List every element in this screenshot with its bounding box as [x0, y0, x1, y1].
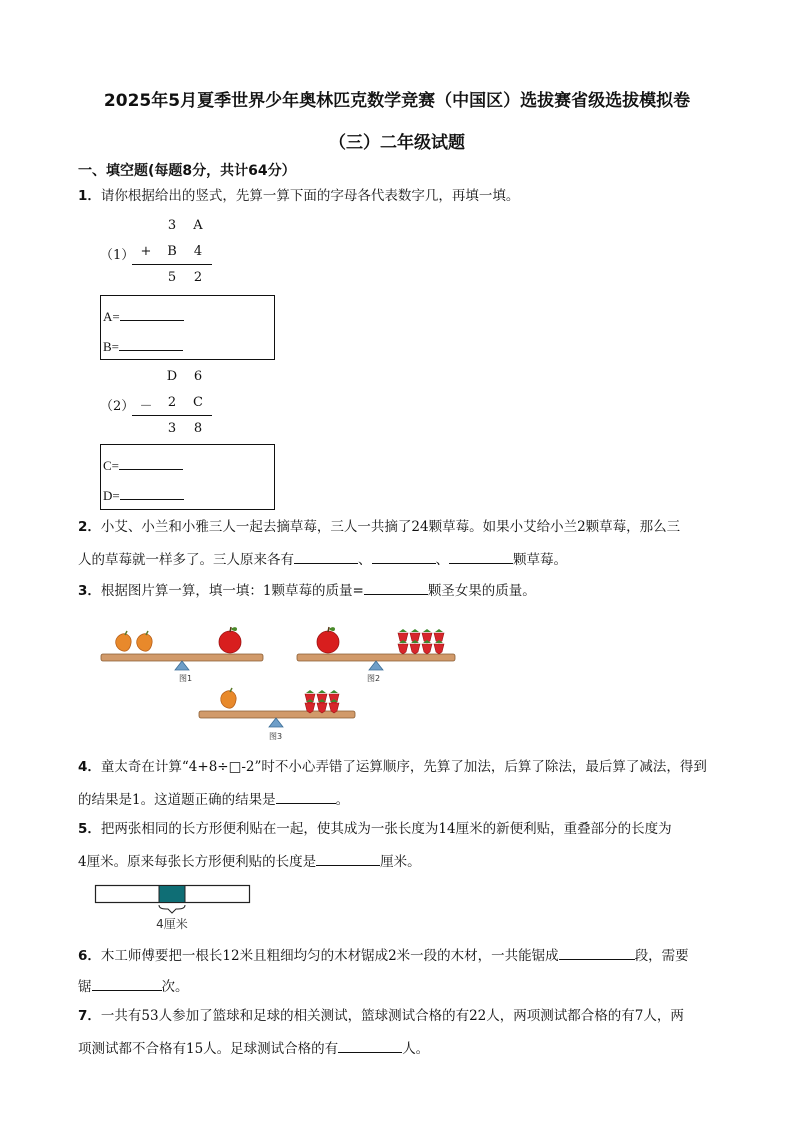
- figure-1: [101, 627, 263, 683]
- answer-blank[interactable]: [92, 976, 162, 991]
- divider-line: [132, 264, 212, 265]
- figure-label: 图2: [367, 674, 381, 683]
- question-2: [78, 518, 680, 536]
- vertical-addition: [100, 215, 230, 295]
- question-6: 6．木工师傅要把一根长12米且粗细均匀的木材锯成2米一段的木材，一共能锯成 段，需要: [78, 945, 689, 965]
- question-3: 3．根据图片算一算，填一填：1颗草莓的质量= 颗圣女果的质量。: [78, 580, 536, 600]
- divider-line: [132, 415, 212, 416]
- question-6-line-2: 锯 次。: [78, 976, 189, 996]
- digit: 3: [167, 218, 177, 233]
- question-number: 3．: [78, 583, 101, 599]
- question-text: 请你根据给出的竖式，先算一算下面的字母各代表数字几，再填一填。: [100, 188, 520, 204]
- digit: 4: [193, 244, 203, 259]
- digit: 2: [193, 270, 203, 285]
- section-heading: 一、填空题(每题8分，共计64分）: [78, 163, 296, 179]
- question-number: 1．: [78, 188, 101, 204]
- answer-blank[interactable]: [316, 851, 380, 866]
- answer-blank[interactable]: [294, 549, 358, 564]
- page-subtitle: （三）二年级试题: [329, 133, 465, 153]
- answer-blank[interactable]: [449, 549, 513, 564]
- digit: D: [166, 369, 178, 384]
- digit: C: [193, 395, 203, 410]
- question-5-line-2: 4厘米。原来每张长方形便利贴的长度是 厘米。: [78, 851, 421, 871]
- answer-blank[interactable]: [120, 485, 184, 500]
- answer-blank[interactable]: [119, 455, 183, 470]
- answer-line: A=: [103, 306, 184, 325]
- answer-blank[interactable]: [559, 945, 635, 960]
- digit: 3: [167, 421, 177, 436]
- answer-box: [100, 295, 275, 360]
- question-5: 5．把两张相同的长方形便利贴在一起，使其成为一张长度为14厘米的新便利贴，重叠部分的长度为: [78, 821, 672, 837]
- figure-3: [199, 688, 355, 741]
- question-number: 4．: [78, 759, 101, 775]
- sticky-note-figure: [94, 884, 252, 934]
- digit: B: [167, 244, 177, 259]
- part-label: （1）: [100, 248, 135, 263]
- vertical-subtraction: [100, 366, 230, 446]
- question-7: 7．一共有53人参加了篮球和足球的相关测试，篮球测试合格的有22人，两项测试都合格的有7人，两: [78, 1008, 684, 1024]
- answer-blank[interactable]: [120, 306, 184, 321]
- question-number: 6．: [78, 948, 101, 964]
- question-number: 2．: [78, 519, 101, 535]
- digit: 6: [193, 369, 203, 384]
- answer-blank[interactable]: [338, 1038, 402, 1053]
- operator: －: [139, 399, 153, 414]
- digit: A: [193, 218, 203, 233]
- answer-blank[interactable]: [364, 580, 428, 595]
- digit: 5: [167, 270, 177, 285]
- part-label: （2）: [100, 399, 135, 414]
- balance-figures: [95, 618, 465, 748]
- figure-label: 图1: [179, 674, 193, 683]
- operator: +: [140, 244, 152, 259]
- question-4: 4．童太奇在计算“4+8÷□-2”时不小心弄错了运算顺序，先算了加法，后算了除法，最后算了减法，得到: [78, 759, 707, 775]
- figure-label: 图3: [269, 732, 283, 741]
- question-2-line-2: 人的草莓就一样多了。三人原来各有 、 、 颗草莓。: [78, 549, 567, 569]
- answer-line: B=: [103, 336, 183, 355]
- page-title: 2025年5月夏季世界少年奥林匹克数学竞赛（中国区）选拔赛省级选拔模拟卷: [103, 91, 691, 111]
- question-number: 7．: [78, 1008, 101, 1024]
- digit: 8: [193, 421, 203, 436]
- answer-blank[interactable]: [119, 336, 183, 351]
- question-1: [78, 187, 519, 205]
- answer-box: [100, 444, 275, 510]
- overlap-label: 4厘米: [156, 917, 188, 931]
- figure-2: [297, 627, 455, 683]
- answer-line: C=: [103, 455, 183, 474]
- question-text: 小艾、小兰和小雅三人一起去摘草莓，三人一共摘了24颗草莓。如果小艾给小兰2颗草莓，那么三: [100, 519, 681, 535]
- digit: 2: [167, 395, 177, 410]
- answer-blank[interactable]: [372, 549, 436, 564]
- question-4-line-2: 的结果是1。这道题正确的结果是 。: [78, 789, 349, 809]
- answer-line: D=: [103, 485, 184, 504]
- question-number: 5．: [78, 821, 101, 837]
- answer-blank[interactable]: [276, 789, 336, 804]
- question-7-line-2: 项测试都不合格有15人。足球测试合格的有 人。: [78, 1038, 429, 1058]
